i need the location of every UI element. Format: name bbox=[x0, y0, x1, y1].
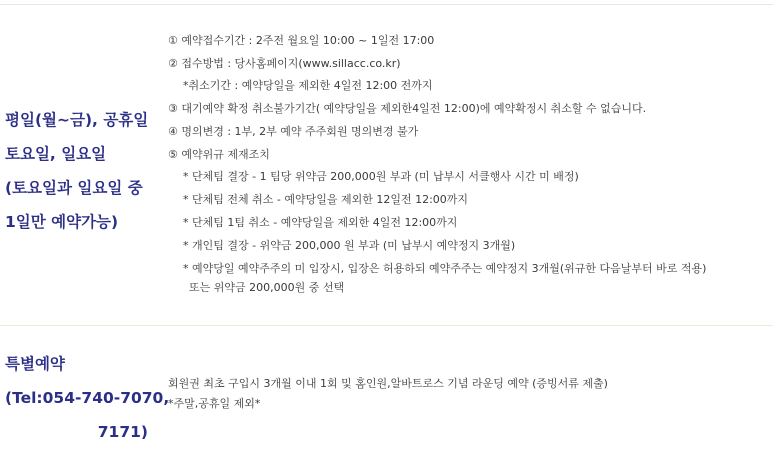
rule-item-method: ② 접수방법 : 당사홈페이지(www.sillacc.co.kr) bbox=[168, 57, 401, 70]
rule-item-waitlist: ③ 대기예약 확정 취소불가기간( 예약당일을 제외한4일전 12:00)에 예약확정시 취소할 수 없습니다. bbox=[168, 102, 647, 115]
label-line: 평일(월~금), 공휴일 bbox=[5, 111, 149, 129]
sanction-group-noshow: * 단체팀 결장 - 1 팀당 위약금 200,000원 부과 (미 납부시 서클행사 시간 미 배정) bbox=[183, 170, 579, 183]
special-booking-phone: (Tel:054-740-7070, bbox=[5, 389, 170, 407]
special-booking-title: 특별예약 bbox=[5, 355, 65, 373]
rule-item-reception-period: ① 예약접수기간 : 2주전 월요일 10:00 ~ 1일전 17:00 bbox=[168, 34, 435, 47]
sanction-shareholder-absence: * 예약당일 예약주주의 미 입장시, 입장은 허용하되 예약주주는 예약정지 3개월(위규한 다음날부터 바로 적용) bbox=[183, 262, 707, 275]
special-booking-phone-ext: 7171) bbox=[97, 423, 148, 441]
special-booking-details bbox=[168, 375, 608, 415]
special-booking-condition: 회원권 최초 구입시 3개월 이내 1회 및 홈인원,알바트로스 기념 라운딩 예약 (증빙서류 제출) bbox=[168, 377, 608, 390]
rule-item-sanctions: ⑤ 예약위규 제재조치 bbox=[168, 148, 270, 161]
special-booking-label bbox=[5, 347, 169, 449]
rule-item-name-change: ④ 명의변경 : 1부, 2부 예약 주주회원 명의변경 불가 bbox=[168, 125, 419, 138]
label-line: 1일만 예약가능) bbox=[5, 213, 119, 231]
rule-item-cancel-period: *취소기간 : 예약당일을 제외한 4일전 12:00 전까지 bbox=[183, 79, 433, 92]
sanction-individual-noshow: * 개인팀 결장 - 위약금 200,000 원 부과 (미 납부시 예약정지 3개월) bbox=[183, 239, 516, 252]
sanction-shareholder-alternative: 또는 위약금 200,000원 중 선택 bbox=[189, 281, 345, 294]
label-line: 토요일, 일요일 bbox=[5, 145, 107, 163]
general-booking-rules bbox=[168, 32, 706, 298]
label-line: (토요일과 일요일 중 bbox=[5, 179, 143, 197]
general-booking-label bbox=[5, 103, 148, 239]
top-divider bbox=[0, 4, 773, 5]
section-divider bbox=[0, 325, 773, 326]
sanction-group-one-team-cancel: * 단체팀 1팀 취소 - 예약당일을 제외한 4일전 12:00까지 bbox=[183, 216, 458, 229]
special-booking-exclusion: *주말,공휴일 제외* bbox=[168, 397, 261, 410]
sanction-group-full-cancel: * 단체팀 전체 취소 - 예약당일을 제외한 12일전 12:00까지 bbox=[183, 193, 469, 206]
